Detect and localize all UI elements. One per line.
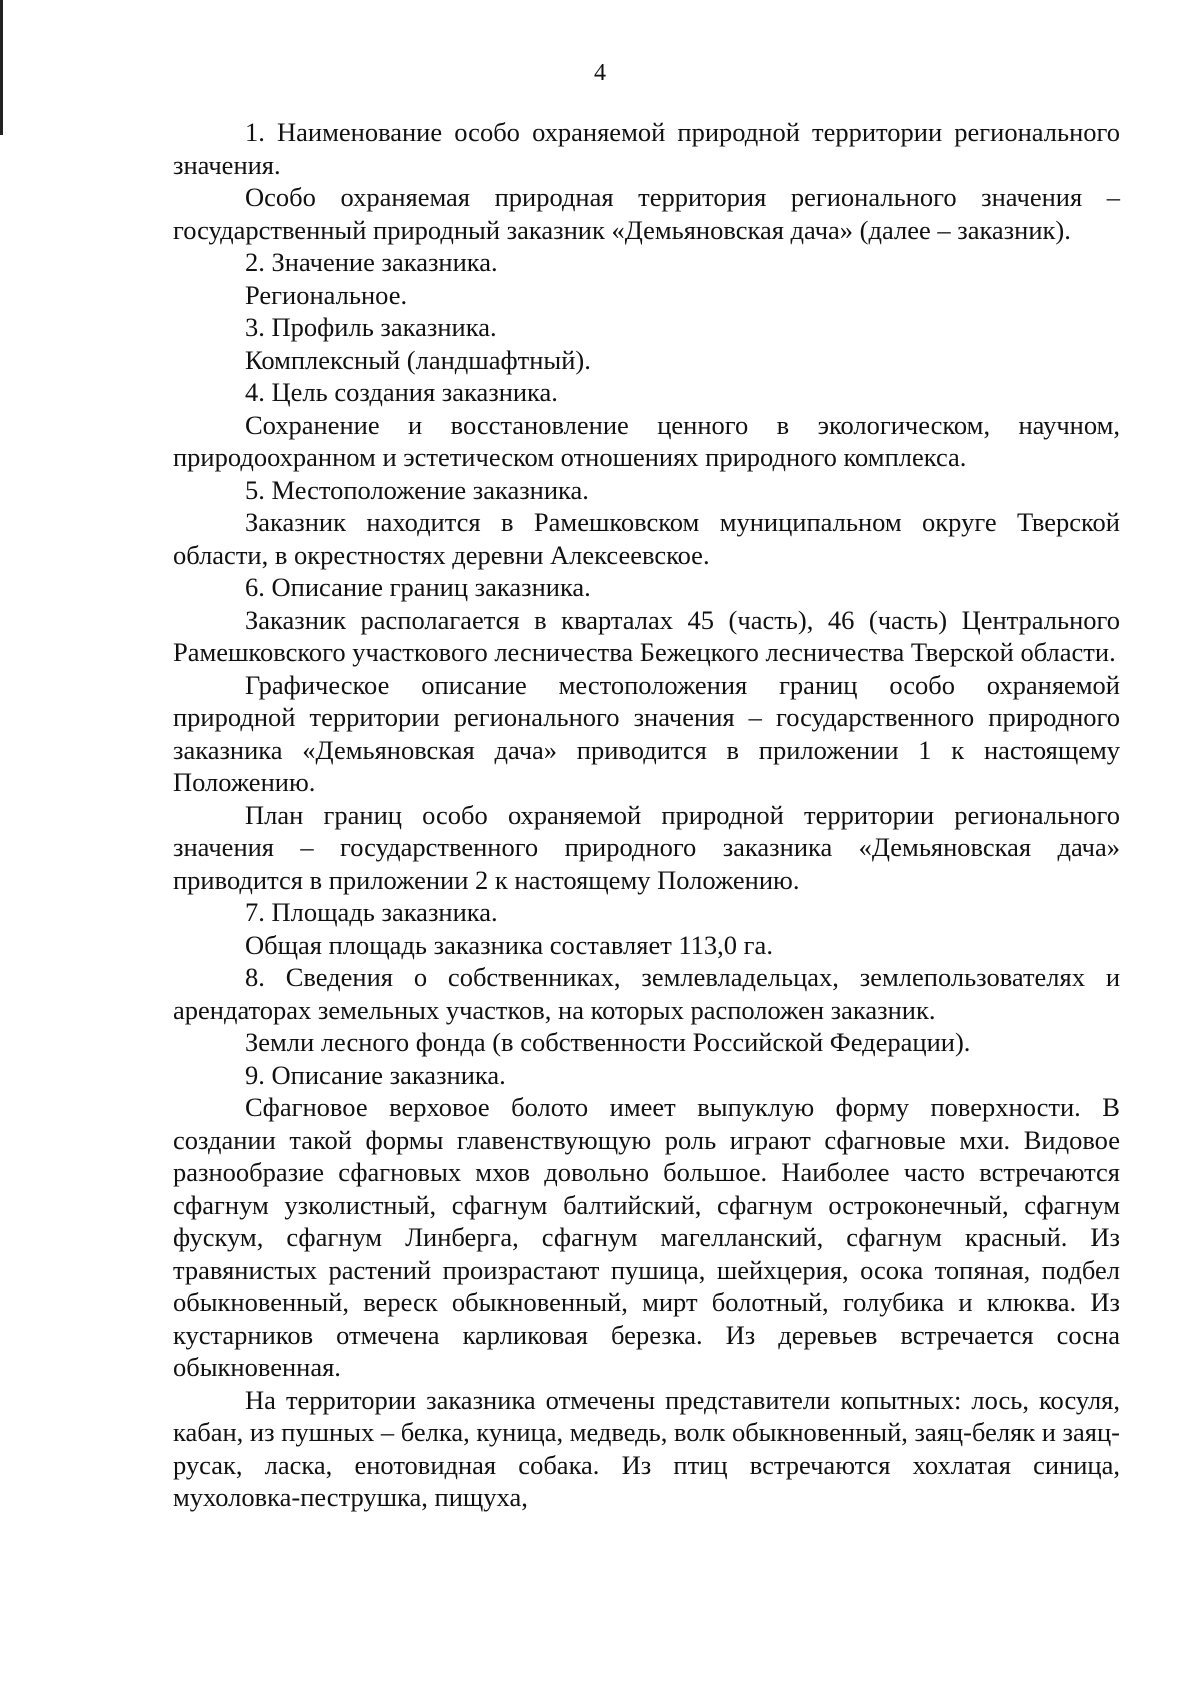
document-body <box>173 116 1120 1514</box>
section-3-text: Комплексный (ландшафтный). <box>245 344 591 375</box>
section-9-heading: 9. Описание заказника. <box>245 1059 506 1090</box>
section-1-text: Особо охраняемая природная территория регионального значения – государственный природный заказник «Демьяновская дача» (далее – заказник). <box>173 182 1120 245</box>
section-9-text-1: Сфагновое верховое болото имеет выпуклую форму поверхности. В создании такой формы главенствующую роль играют сфагновые мхи. Видовое разнообразие сфагновых мхов довольно большое. Наиболее часто встречаются сфагнум узколистный, сфагнум балтийский, сфагнум остроконечный, сфагнум фускум, сфагнум Линберга, сфагнум магелланский, сфагнум красный. Из травянистых растений произрастают пушица, шейхцерия, осока топяная, подбел обыкновенный, вереск обыкновенный, мирт болотный, голубика и клюква. Из кустарников отмечена карликовая березка. Из деревьев встречается сосна обыкновенная. <box>173 1092 1120 1382</box>
section-6-text-3: План границ особо охраняемой природной территории регионального значения – государственного природного заказника «Демьяновская дача» приводится в приложении 2 к настоящему Положению. <box>173 799 1120 895</box>
section-7-heading: 7. Площадь заказника. <box>245 897 498 927</box>
section-8-heading: 8. Сведения о собственниках, землевладельцах, землепользователях и арендаторах земельных участков, на которых расположен заказник. <box>173 962 1120 1025</box>
section-3-heading: 3. Профиль заказника. <box>245 312 497 342</box>
section-7-text: Общая площадь заказника составляет 113,0 га. <box>245 929 773 960</box>
section-4-text: Сохранение и восстановление ценного в экологическом, научном, природоохранном и эстетическом отношениях природного комплекса. <box>173 409 1120 472</box>
section-6-heading: 6. Описание границ заказника. <box>245 572 591 602</box>
section-2-heading: 2. Значение заказника. <box>245 247 498 277</box>
section-4-heading: 4. Цель создания заказника. <box>245 377 558 407</box>
section-6-text-1: Заказник располагается в кварталах 45 (часть), 46 (часть) Центрального Рамешковского участкового лесничества Бежецкого лесничества Тверской области. <box>173 604 1120 667</box>
section-8-text: Земли лесного фонда (в собственности Российской Федерации). <box>245 1027 971 1057</box>
section-5-text: Заказник находится в Рамешковском муниципальном округе Тверской области, в окрестностях деревни Алексеевское. <box>173 507 1120 570</box>
section-2-text: Региональное. <box>245 279 408 310</box>
section-1-heading: 1. Наименование особо охраняемой природной территории регионального значения. <box>173 117 1120 180</box>
section-5-heading: 5. Местоположение заказника. <box>245 474 589 505</box>
page-number: 4 <box>594 60 606 86</box>
section-9-text-2: На территории заказника отмечены представители копытных: лось, косуля, кабан, из пушных – белка, куница, медведь, волк обыкновенный, заяц-беляк и заяц-русак, ласка, енотовидная собака. Из птиц встречаются хохлатая синица, мухоловка-пеструшка, пищуха, <box>173 1384 1120 1512</box>
section-6-text-2: Графическое описание местоположения границ особо охраняемой природной территории регионального значения – государственного природного заказника «Демьяновская дача» приводится в приложении 1 к настоящему Положению. <box>173 669 1120 797</box>
